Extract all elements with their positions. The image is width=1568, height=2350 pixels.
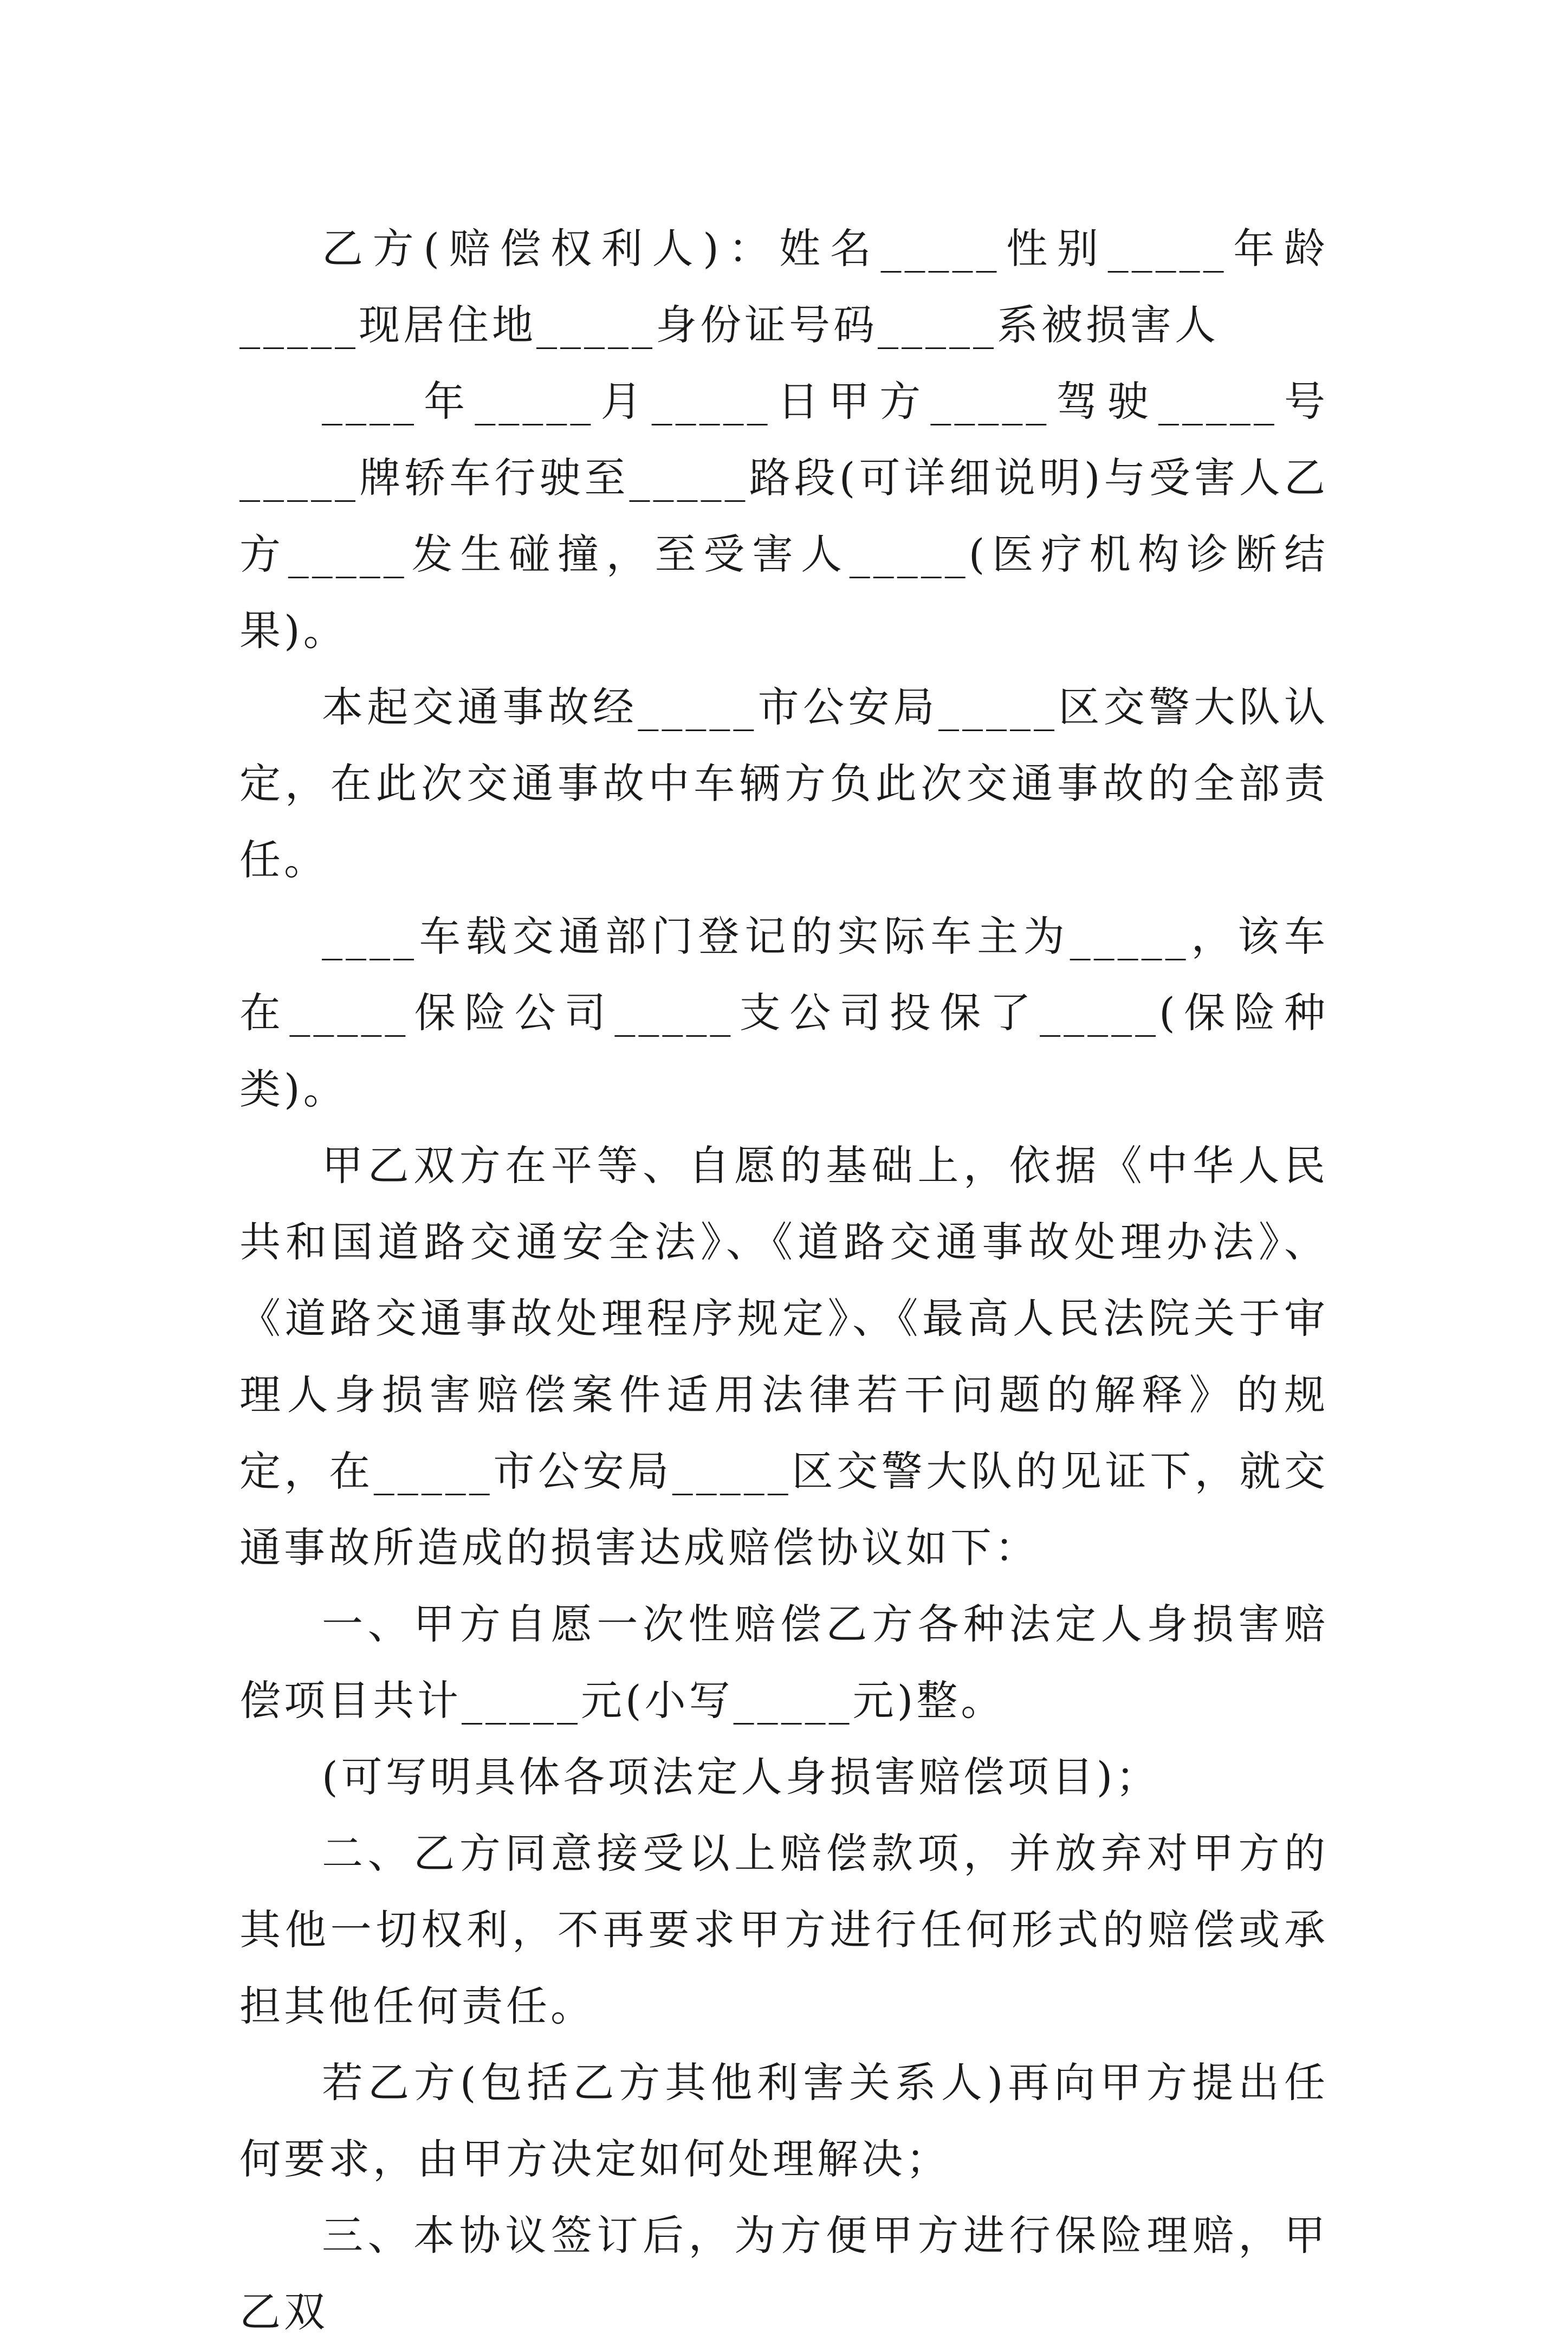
paragraph-vehicle-insurance: ____车载交通部门登记的实际车主为_____，该车在_____保险公司_____支公司投保了_____(保险种类)。: [239, 912, 1329, 1113]
document-body: [239, 210, 1329, 2350]
paragraph-clause-one: 一、甲方自愿一次性赔偿乙方各种法定人身损害赔偿项目共计_____元(小写_____元)整。: [239, 1600, 1329, 1725]
paragraph-accident-details: ____年_____月_____日甲方_____驾驶_____号_____牌轿车行驶至_____路段(可详细说明)与受害人乙方_____发生碰撞，至受害人_____(医疗机构诊断结果)。: [239, 377, 1329, 655]
paragraph-legal-basis: 甲乙双方在平等、自愿的基础上，依据《中华人民共和国道路交通安全法》、《道路交通事故处理办法》、《道路交通事故处理程序规定》、《最高人民法院关于审理人身损害赔偿案件适用法律若干问题的解释》的规定，在_____市公安局_____区交警大队的见证下，就交通事故所造成的损害达成赔偿协议如下：: [239, 1141, 1329, 1572]
paragraph-clause-one-note: (可写明具体各项法定人身损害赔偿项目)；: [322, 1753, 1161, 1801]
paragraph-party-b-info: 乙方(赔偿权利人)：姓名_____性别_____年龄_____现居住地_____身份证号码_____系被损害人: [239, 224, 1329, 349]
paragraph-clause-two: 二、乙方同意接受以上赔偿款项，并放弃对甲方的其他一切权利，不再要求甲方进行任何形式的赔偿或承担其他任何责任。: [239, 1829, 1329, 2030]
paragraph-liability-determination: 本起交通事故经_____市公安局_____区交警大队认定，在此次交通事故中车辆方负此次交通事故的全部责任。: [239, 683, 1329, 884]
paragraph-further-claims: 若乙方(包括乙方其他利害关系人)再向甲方提出任何要求，由甲方决定如何处理解决；: [239, 2058, 1329, 2183]
paragraph-clause-three: 三、本协议签订后，为方便甲方进行保险理赔，甲乙双: [239, 2211, 1329, 2336]
